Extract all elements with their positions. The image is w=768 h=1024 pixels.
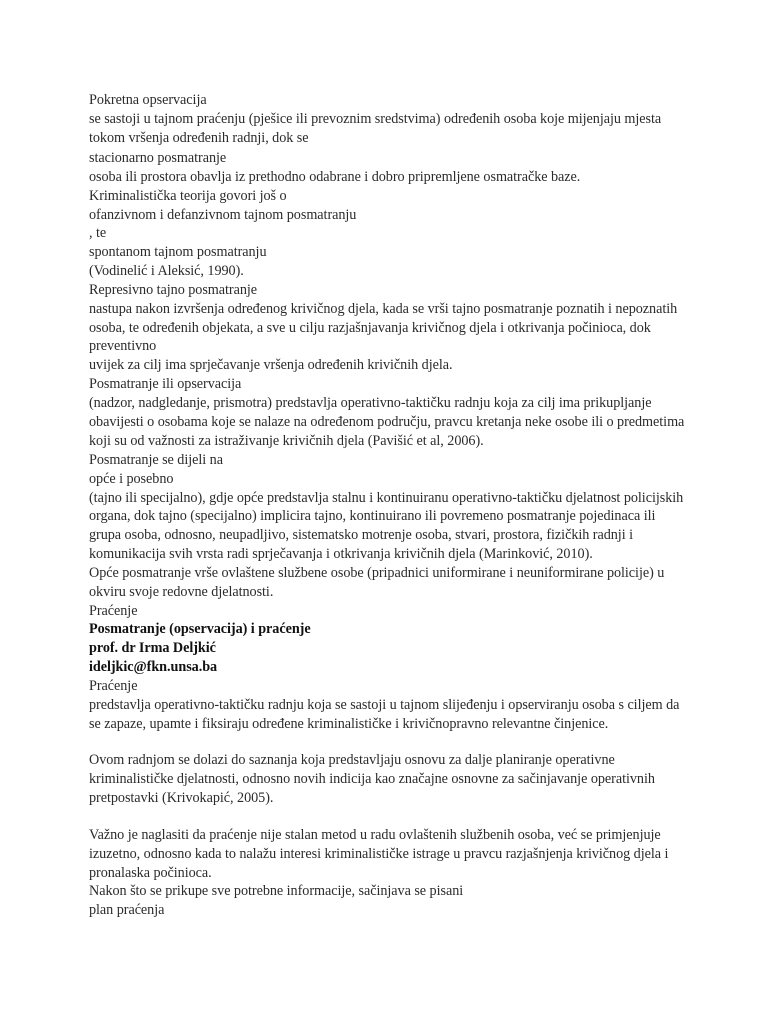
text-line: osoba ili prostora obavlja iz prethodno odabrane i dobro pripremljene osmatračke baze. [89, 169, 581, 185]
author-name: prof. dr Irma Deljkić [89, 640, 216, 656]
text-line: Praćenje [89, 678, 138, 694]
author-email: ideljkic@fkn.unsa.ba [89, 659, 218, 675]
text-line: Posmatranje ili opservacija [89, 376, 242, 392]
text-line: nastupa nakon izvršenja određenog krivičnog djela, kada se vrši tajno posmatranje poznatih i nepoznatih [89, 301, 678, 317]
text-line: Opće posmatranje vrše ovlaštene službene osobe (pripadnici uniformirane i neuniformirane policije) u [89, 565, 665, 581]
text-line: Posmatranje se dijeli na [89, 452, 223, 468]
text-line: preventivno [89, 338, 157, 354]
text-line: Važno je naglasiti da praćenje nije stalan metod u radu ovlaštenih službenih osoba, već se primjenjuje [89, 827, 661, 843]
text-line: izuzetno, odnosno kada to nalažu interesi kriminalističke istrage u pravcu razjašnjenja krivičnog djela i [89, 846, 669, 862]
text-line: (Vodinelić i Aleksić, 1990). [89, 263, 244, 279]
document-title: Posmatranje (opservacija) i praćenje [89, 621, 311, 637]
text-line: opće i posebno [89, 471, 174, 487]
text-line: pronalaska počinioca. [89, 865, 212, 881]
text-line: se sastoji u tajnom praćenju (pješice ili prevoznim sredstvima) određenih osoba koje mijenjaju mjesta [89, 111, 662, 127]
text-line: organa, dok tajno (specijalno) implicira tajno, kontinuirano ili povremeno posmatranje pojedinaca ili [89, 508, 656, 524]
text-line: Ovom radnjom se dolazi do saznanja koja predstavljaju osnovu za dalje planiranje operativne [89, 752, 615, 768]
text-line: pretpostavki (Krivokapić, 2005). [89, 790, 274, 806]
text-line: Praćenje [89, 603, 138, 619]
text-line: okviru svoje redovne djelatnosti. [89, 584, 274, 600]
text-line: (tajno ili specijalno), gdje opće predstavlja stalnu i kontinuiranu operativno-taktičku djelatnost policijskih [89, 490, 684, 506]
text-line: Kriminalistička teorija govori još o [89, 188, 287, 204]
text-line: uvijek za cilj ima sprječavanje vršenja određenih krivičnih djela. [89, 357, 453, 373]
text-line: obavijesti o osobama koje se nalaze na određenom području, pravcu kretanja neke osobe ili o predmetima [89, 414, 685, 430]
text-line: spontanom tajnom posmatranju [89, 244, 267, 260]
text-line: ofanzivnom i defanzivnom tajnom posmatranju [89, 207, 357, 223]
text-line: Represivno tajno posmatranje [89, 282, 258, 298]
text-line: Nakon što se prikupe sve potrebne informacije, sačinjava se pisani [89, 883, 464, 899]
text-line: plan praćenja [89, 902, 165, 918]
text-line: , te [89, 225, 107, 241]
text-line: komunikacija svih vrsta radi sprječavanja i otkrivanja krivičnih djela (Marinković, 2010). [89, 546, 593, 562]
text-line: se zapaze, upamte i fiksiraju određene kriminalističke i krivičnopravno relevantne činjenice. [89, 716, 609, 732]
text-line: koji su od važnosti za istraživanje krivičnih djela (Pavišić et al, 2006). [89, 433, 484, 449]
text-line: Pokretna opservacija [89, 92, 207, 108]
text-line: grupa osoba, odnosno, neupadljivo, sistematsko motrenje osoba, stvari, prostora, fizičkih radnji i [89, 527, 633, 543]
text-line: tokom vršenja određenih radnji, dok se [89, 130, 309, 146]
text-line: osoba, te određenih objekata, a sve u cilju razjašnjavanja krivičnog djela i otkrivanja počinioca, dok [89, 320, 651, 336]
text-line: stacionarno posmatranje [89, 150, 227, 166]
text-line: kriminalističke djelatnosti, odnosno novih indicija kao značajne osnovne za sačinjavanje operativnih [89, 771, 655, 787]
text-line: predstavlja operativno-taktičku radnju koja se sastoji u tajnom slijeđenju i opserviranju osoba s ciljem da [89, 697, 680, 713]
text-line: (nadzor, nadgledanje, prismotra) predstavlja operativno-taktičku radnju koja za cilj ima prikupljanje [89, 395, 652, 411]
